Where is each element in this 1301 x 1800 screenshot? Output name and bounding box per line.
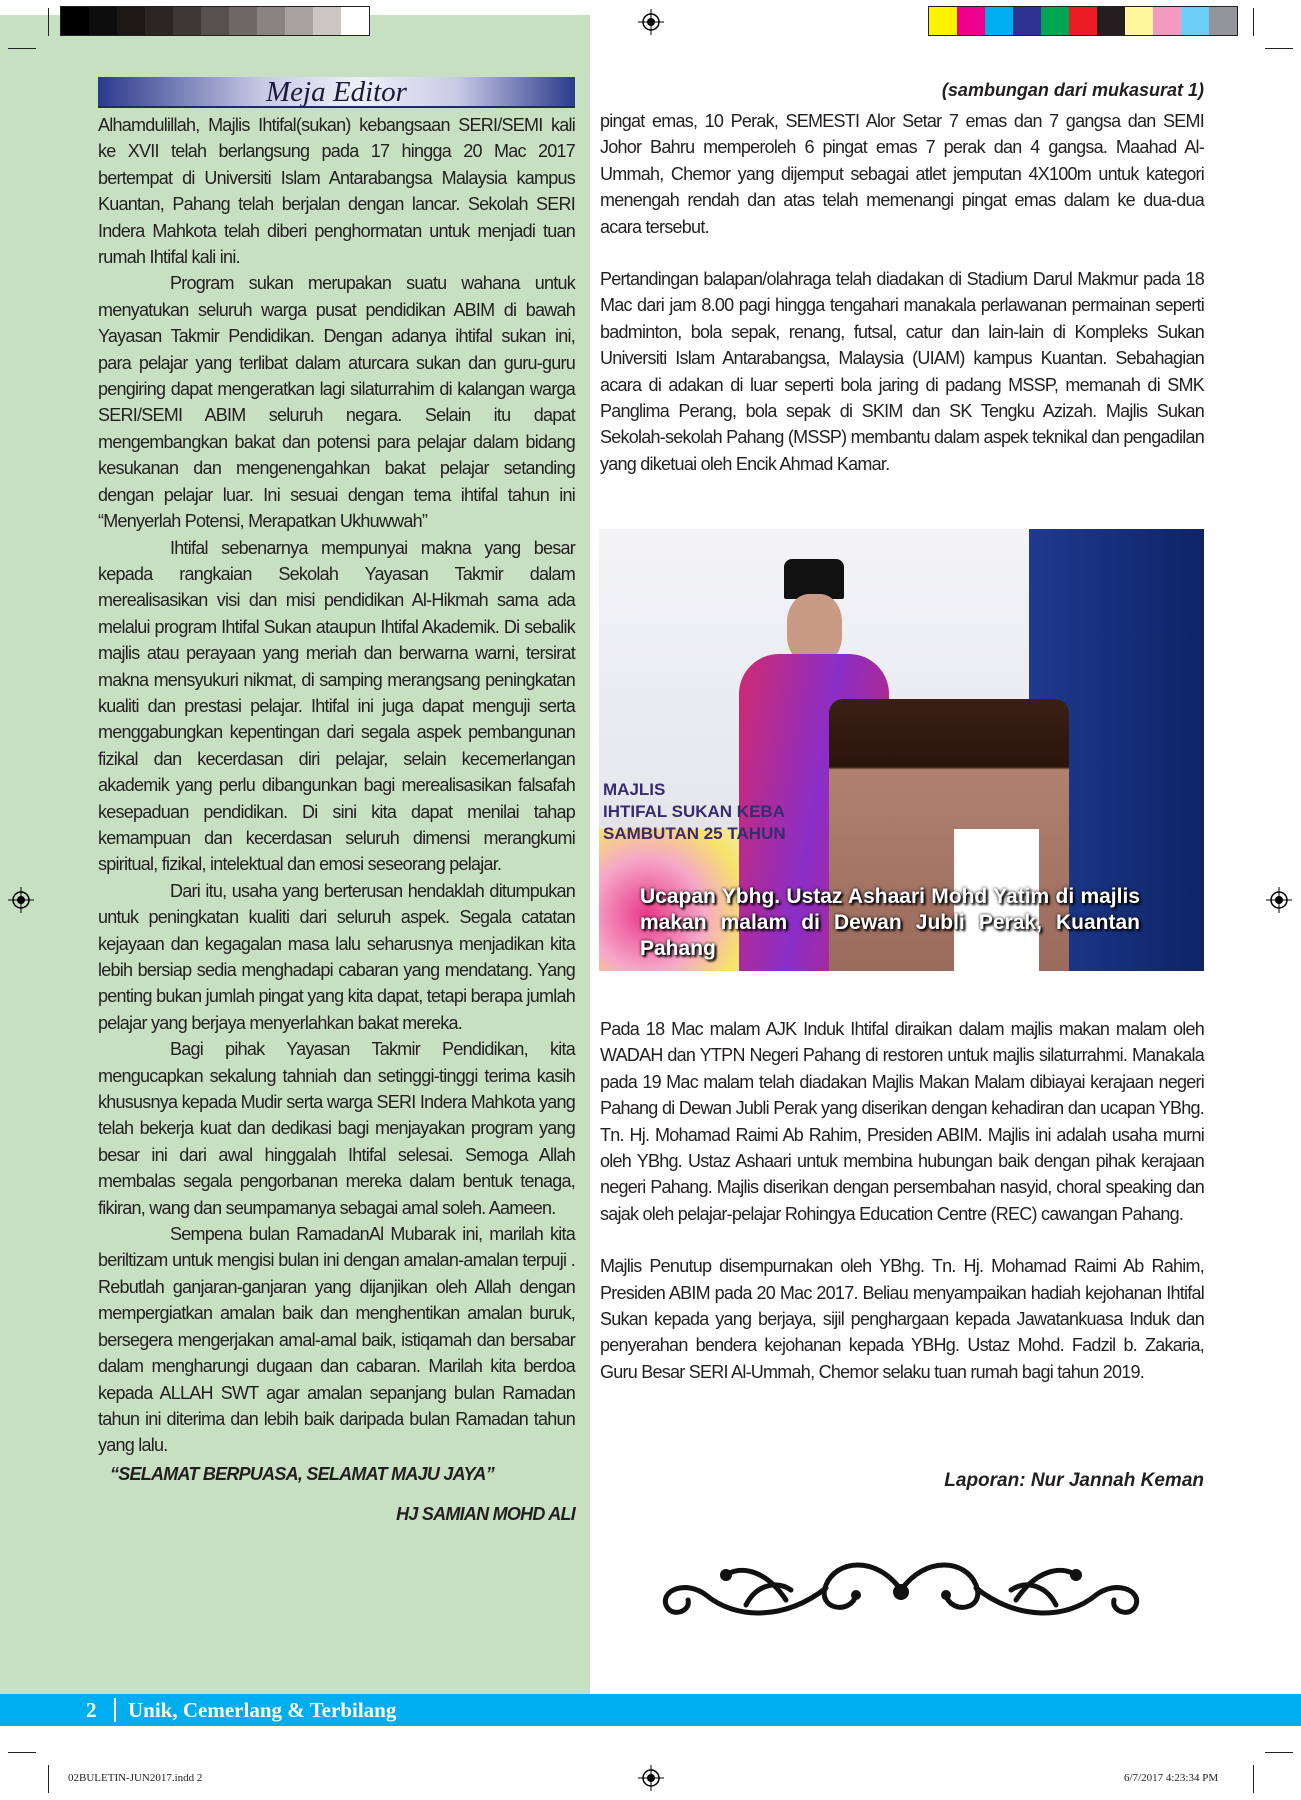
footer-divider (114, 1698, 116, 1722)
slogan-text: SELAMAT BERPUASA, SELAMAT MAJU JAYA (118, 1463, 486, 1484)
color-swatch (1097, 7, 1125, 35)
color-swatch (1181, 7, 1209, 35)
crop-mark (1253, 1765, 1254, 1793)
footer-tagline: Unik, Cemerlang & Terbilang (128, 1698, 397, 1722)
photo-banner (599, 779, 789, 845)
article-column (600, 108, 1204, 477)
color-swatch (1013, 7, 1041, 35)
article-paragraph: pingat emas, 10 Perak, SEMESTI Alor Setar 7 emas dan 7 gangsa dan SEMI Johor Bahru memperoleh 6 pingat emas 7 perak dan 4 gangsa. Maahad Al-Ummah, Chemor yang dijemput sebagai atlet jemputan 4X100m untuk kategori menengah rendah dan atas telah memenangi pingat emas dalam ke dua-dua acara tersebut. (600, 111, 1204, 237)
editorial-paragraph: Alhamdulillah, Majlis Ihtifal(sukan) kebangsaan SERI/SEMI kali ke XVII telah berlangsung pada 17 hingga 20 Mac 2017 bertempat di Universiti Islam Antarabangsa Malaysia kampus Kuantan, Pahang telah berjalan dengan lancar. Sekolah SERI Indera Mahkota telah diberi penghormatan untuk menjadi tuan rumah Ihtifal kali ini. (98, 115, 575, 268)
color-swatch (1153, 7, 1181, 35)
registration-mark-icon (8, 887, 34, 913)
color-swatch (957, 7, 985, 35)
registration-mark-icon (638, 1765, 664, 1791)
ornament-divider-icon (646, 1550, 1156, 1625)
photo-caption: Ucapan Ybhg. Ustaz Ashaari Mohd Yatim di majlis makan malam di Dewan Jubli Perak, Kuantan Pahang (640, 885, 1140, 960)
editorial-slogan: “SELAMAT BERPUASA, SELAMAT MAJU JAYA” (110, 1463, 494, 1484)
registration-mark-icon (1266, 887, 1292, 913)
crop-mark (8, 1752, 36, 1753)
slug-timestamp: 6/7/2017 4:23:34 PM (1124, 1772, 1219, 1784)
editorial-paragraph: Program sukan merupakan suatu wahana untuk menyatukan seluruh warga pusat pendidikan ABIM di bawah Yayasan Takmir Pendidikan. Dengan adanya ihtifal sukan ini, para pelajar yang terlibat dalam aturcara sukan dan guru-guru pengiring dapat mengeratkan lagi silaturrahim di kalangan warga SERI/SEMI ABIM seluruh negara. Selain itu dapat mengembangkan bakat dan potensi para pelajar dalam bidang kesukanan dan mengenengahkan bakat pelajar setanding dengan pelajar luar. Ini sesuai dengan tema ihtifal tahun ini “Menyerlah Potensi, Merapatkan Ukhuwwah” (98, 273, 575, 532)
color-swatch (61, 7, 89, 35)
article-paragraph: Pada 18 Mac malam AJK Induk Ihtifal diraikan dalam majlis makan malam oleh WADAH dan YTPN Negeri Pahang di restoren untuk majlis silaturrahmi. Manakala pada 19 Mac malam telah diadakan Majlis Makan Malam dibiayai kerajaan negeri Pahang di Dewan Jubli Perak yang diserikan dengan kehadiran dan ucapan YBhg. Tn. Hj. Mohamad Raimi Ab Rahim, Presiden ABIM. Majlis ini adalah usaha murni oleh YBhg. Ustaz Ashaari untuk membina hubungan baik dengan pihak kerajaan negeri Pahang. Majlis diserikan dengan persembahan nasyid, choral speaking dan sajak oleh pelajar-pelajar Rohingya Education Centre (REC) cawangan Pahang. (600, 1019, 1204, 1224)
color-swatch (201, 7, 229, 35)
songkok-hat (784, 559, 844, 599)
color-swatch (117, 7, 145, 35)
continuation-note: (sambungan dari mukasurat 1) (941, 80, 1204, 100)
crop-mark (1265, 1752, 1293, 1753)
editorial-paragraph: Ihtifal sebenarnya mempunyai makna yang besar kepada rangkaian Sekolah Yayasan Takmir dalam merealisasikan visi dan misi pendidikan Al-Hikmah sama ada melalui program Ihtifal Sukan ataupun Ihtifal Akademik. Di sebalik majlis atau perayaan yang meriah dan berwarna warni, tersirat makna mensyukuri nikmat, di samping merangsang peningkatan kualiti dan prestasi pelajar. Ihtifal ini juga dapat menguji serta menggabungkan kepentingan dari segala aspek pembangunan fizikal dan kecerdasan diri pelajar, selain kecemerlangan akademik yang perlu dibangunkan bagi merealisasikan falsafah kesepaduan pendidikan. Di sini kita dapat menilai tahap kemampuan dan kecerdasan seluruh dimensi merangkumi spiritual, fizikal, intelektual dan emosi seseorang pelajar. (98, 537, 575, 875)
editorial-signature: HJ SAMIAN MOHD ALI (396, 1504, 575, 1525)
photo-banner-text: MAJLIS (603, 780, 666, 799)
color-swatch (985, 7, 1013, 35)
color-swatch (929, 7, 957, 35)
crop-mark (8, 48, 36, 49)
color-swatch (313, 7, 341, 35)
crop-mark (48, 1765, 49, 1793)
color-swatch (145, 7, 173, 35)
color-swatch (1041, 7, 1069, 35)
photo-banner-text: SAMBUTAN 25 TAHUN (603, 824, 786, 843)
page-number: 2 (86, 1698, 97, 1722)
editorial-paragraph: Bagi pihak Yayasan Takmir Pendidikan, kita mengucapkan sekalung tahniah dan setinggi-tinggi terima kasih khususnya kepada Mudir serta warga SERI Indera Mahkota yang telah bekerja kuat dan dedikasi bagi menjayakan program yang besar ini dari awal hinggalah Ihtifal selesai. Semoga Allah membalas segala pengorbanan mereka dalam bentuk tenaga, fikiran, wang dan seumpamanya sebagai amal soleh. Aameen. (98, 1039, 575, 1218)
reporter-credit: Laporan: Nur Jannah Keman (944, 1470, 1204, 1491)
editorial-paragraph: Sempena bulan RamadanAl Mubarak ini, marilah kita beriltizam untuk mengisi bulan ini dengan amalan-amalan terpuji . Rebutlah ganjaran-ganjaran yang dijanjikan oleh Allah dengan mempergiatkan amalan baik dan menghentikan amalan buruk, bersegera mengerjakan amal-amal baik, istiqamah dan bersabar dalam mengharungi dugaan dan cabaran. Marilah kita berdoa kepada ALLAH SWT agar amalan sepanjang bulan Ramadan tahun ini diterima dan lebih baik daripada bulan Ramadan tahun yang lalu. (98, 1224, 575, 1456)
color-swatch (173, 7, 201, 35)
article-column-lower (600, 1016, 1204, 1385)
process-color-bar (928, 6, 1238, 36)
color-swatch (341, 7, 369, 35)
color-swatch (1069, 7, 1097, 35)
color-swatch (229, 7, 257, 35)
slug-filename: 02BULETIN-JUN2017.indd 2 (68, 1772, 203, 1784)
color-swatch (1209, 7, 1237, 35)
editorial-column (98, 112, 575, 1528)
color-swatch (1125, 7, 1153, 35)
footer-bar (0, 1694, 1301, 1726)
crop-mark (1265, 48, 1293, 49)
editor-heading-banner: Meja Editor (98, 77, 575, 108)
color-swatch (89, 7, 117, 35)
article-paragraph: Majlis Penutup disempurnakan oleh YBhg. Tn. Hj. Mohamad Raimi Ab Rahim, Presiden ABIM pada 20 Mac 2017. Beliau menyampaikan hadiah kejohanan Ihtifal Sukan kepada yang berjaya, sijil penghargaan kepada Jawatankuasa Induk dan penyerahan bendera kejohanan kepada YBHg. Ustaz Mohd. Fadzil b. Zakaria, Guru Besar SERI Al-Ummah, Chemor selaku tuan rumah bagi tahun 2019. (600, 1256, 1204, 1382)
crop-mark (48, 8, 49, 36)
color-swatch (257, 7, 285, 35)
article-paragraph: Pertandingan balapan/olahraga telah diadakan di Stadium Darul Makmur pada 18 Mac dari jam 8.00 pagi hingga tengahari manakala perlawanan permainan seperti badminton, bola sepak, renang, futsal, catur dan lain-lain di Kompleks Sukan Universiti Islam Antarabangsa, Malaysia (UIAM) kampus Kuantan. Sebahagian acara di adakan di luar seperti bola jaring di padang MSSP, memanah di SMK Panglima Perang, bola sepak di SKIM dan SK Tengku Azizah. Majlis Sukan Sekolah-sekolah Pahang (MSSP) membantu dalam aspek teknikal dan pengadilan yang diketuai oleh Encik Ahmad Kamar. (600, 269, 1204, 474)
color-swatch (285, 7, 313, 35)
registration-mark-icon (638, 9, 664, 35)
editorial-paragraph: Dari itu, usaha yang berterusan hendaklah ditumpukan untuk peningkatan kualiti dari seluruh aspek. Segala catatan kejayaan dan kegagalan masa lalu seharusnya menjadikan kita lebih bersiap sedia menghadapi cabaran yang mendatang. Yang penting bukan jumlah pingat yang kita dapat, tetapi berapa jumlah pelajar yang berjaya menyerlahkan bakat mereka. (98, 880, 575, 1033)
crop-mark (1253, 8, 1254, 36)
grayscale-color-bar (60, 6, 370, 36)
photo-banner-text: IHTIFAL SUKAN KEBA (603, 802, 785, 821)
